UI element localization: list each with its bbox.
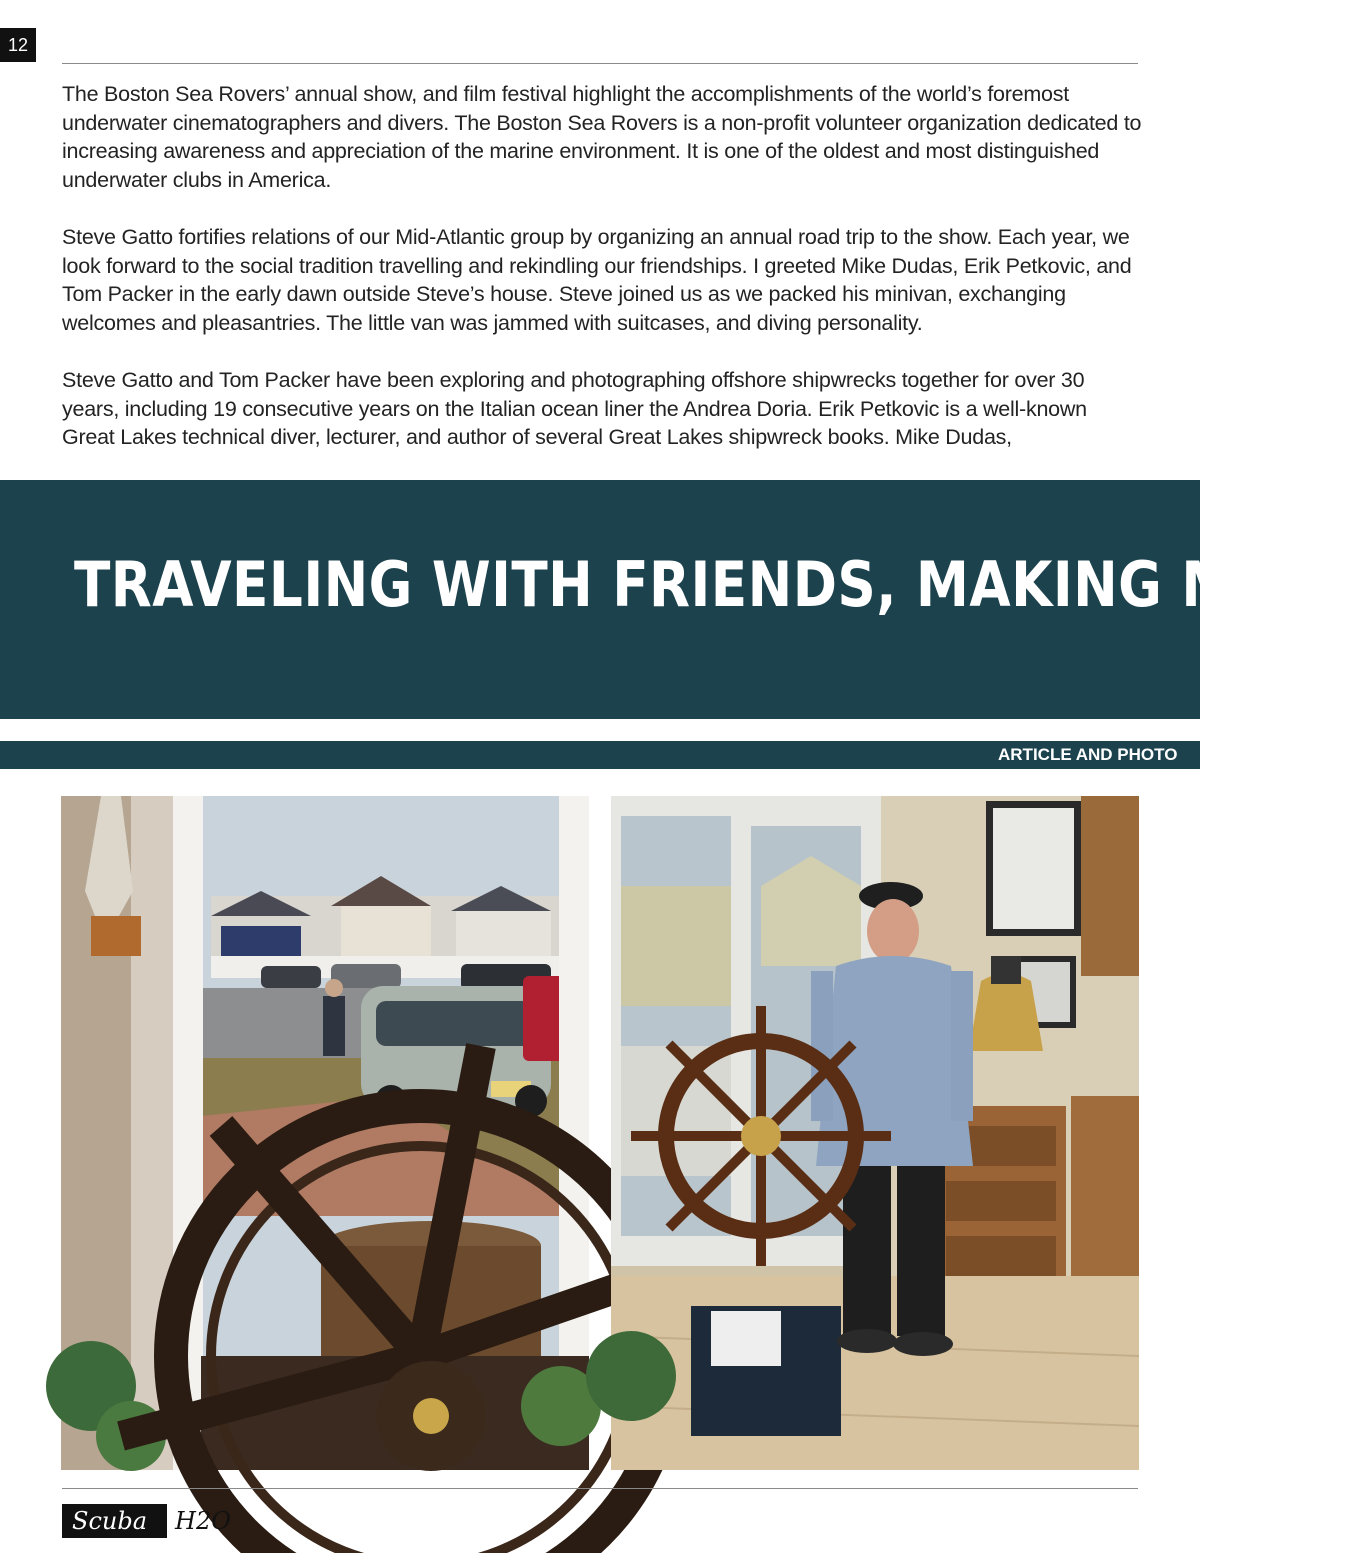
article-title: TRAVELING WITH FRIENDS, MAKING MEMO [74, 548, 1371, 621]
byline: ARTICLE AND PHOTO [998, 745, 1178, 764]
byline-bar [0, 741, 1200, 769]
logo-text-h2o: H2O [175, 1507, 231, 1535]
logo-text-scuba: Scuba [62, 1504, 167, 1538]
article-paragraph: The Boston Sea Rovers’ annual show, and film festival highlight the accomplishments of the world’s foremost underwater cinematographers and divers. The Boston Sea Rovers is a non-profit volunteer organization dedicated to increasing awareness and appreciation of the marine environment. It is one of the oldest and most distinguished underwater clubs in America. [62, 82, 1142, 192]
bottom-divider [62, 1488, 1138, 1489]
article-paragraph: Steve Gatto and Tom Packer have been exploring and photographing offshore shipwrecks together for over 30 years, including 19 consecutive years on the Italian ocean liner the Andrea Doria. Erik Petkovic is a well-known Great Lakes technical diver, lecturer, and author of several Great Lakes shipwreck books. Mike Dudas, [62, 368, 1087, 449]
article-paragraph: Steve Gatto fortifies relations of our Mid-Atlantic group by organizing an annual road trip to the show. Each year, we look forward to the social tradition travelling and rekindling our friendships. I greeted Mike Dudas, Erik Petkovic, and Tom Packer in the early dawn outside Steve’s house. Steve joined us as we packed his minivan, exchanging welcomes and pleasantries. The little van was jammed with suitcases, and diving personality. [62, 225, 1132, 335]
top-divider [62, 63, 1138, 64]
photo-ship-wheel-window [61, 796, 589, 1470]
article-body [62, 80, 1142, 481]
photo-man-with-wheel-and-bell [611, 796, 1139, 1470]
scuba-h2o-logo [62, 1503, 231, 1539]
page-number: 12 [0, 28, 36, 62]
